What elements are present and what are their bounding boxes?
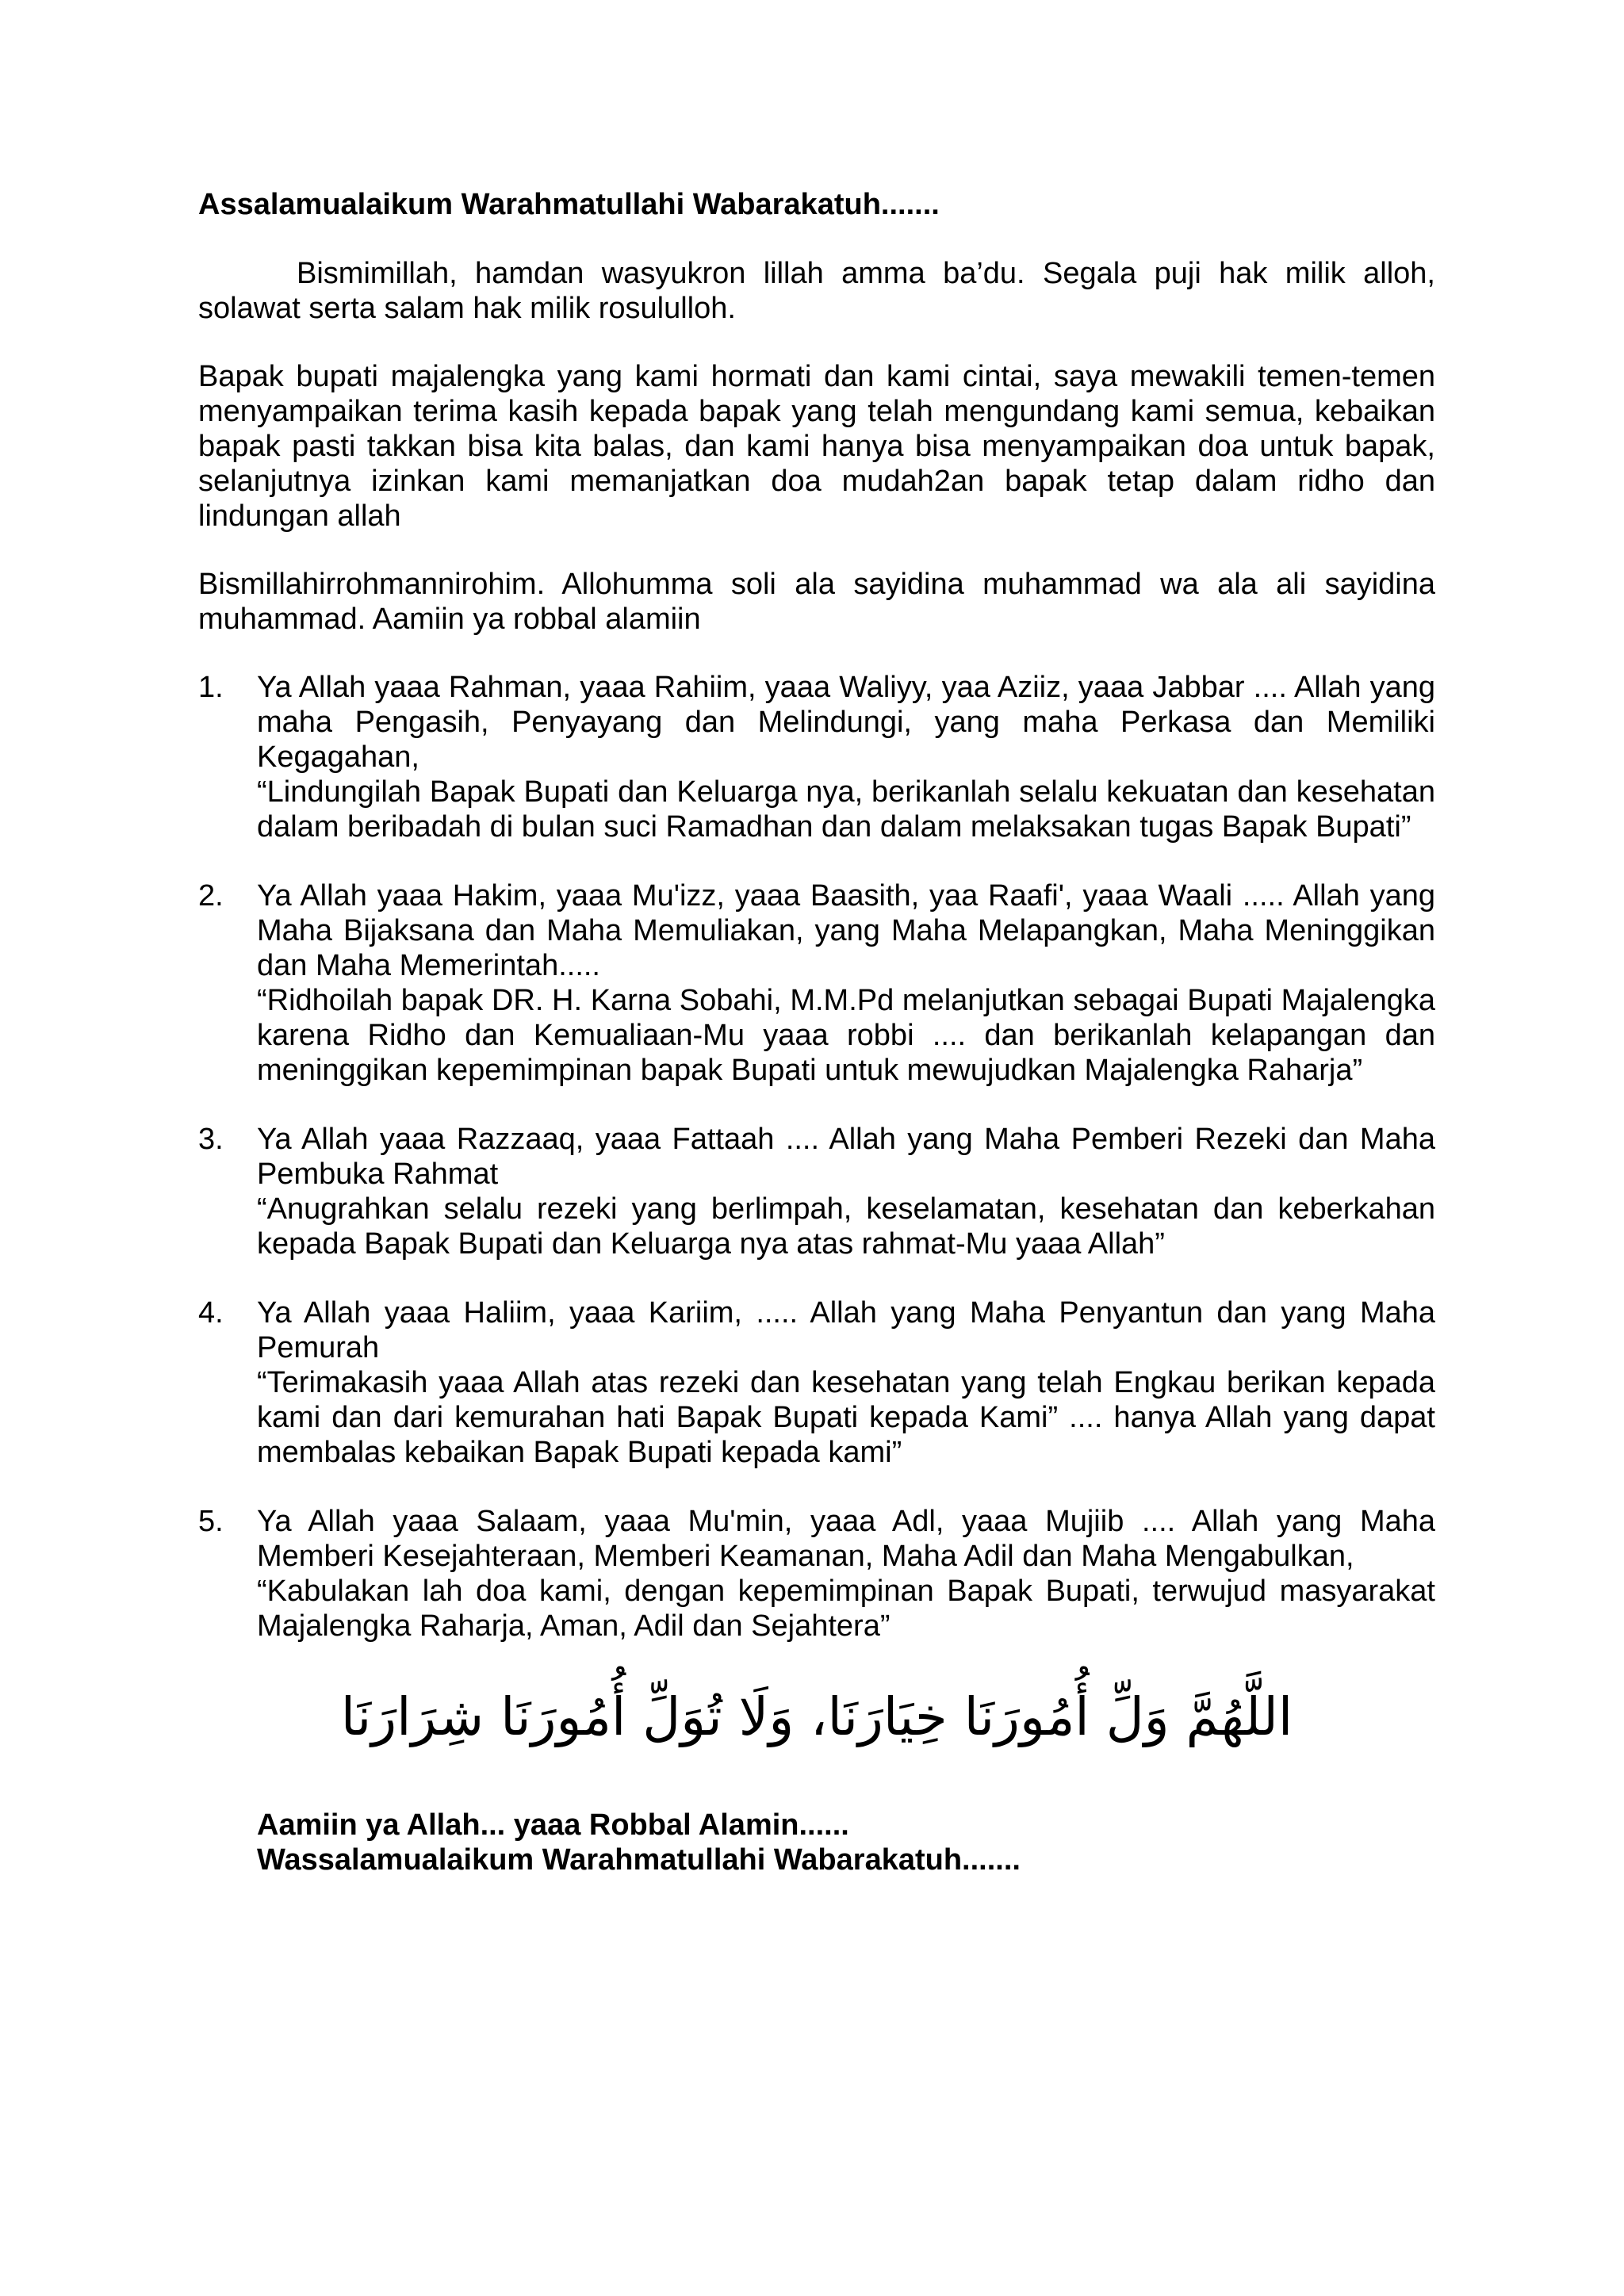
prayer-item-1 [198,670,1435,844]
prayer-item-2 [198,878,1435,1088]
prayer-number: 5. [198,1505,224,1538]
prayer-request: “Terimakasih yaaa Allah atas rezeki dan kesehatan yang telah Engkau berikan kepada kami dan dari kemurahan hati Bapak Bupati kepada Kami” .... hanya Allah yang dapat membalas kebaikan Bapak Bupati kepada kami” [257,1366,1435,1469]
closing-block [257,1808,1435,1877]
basmalah-paragraph: Bismillahirrohmannirohim. Allohumma soli ala sayidina muhammad wa ala ali sayidina muhammad. Aamiin ya robbal alamiin [198,568,1435,636]
closing-amin: Aamiin ya Allah... yaaa Robbal Alamin...... [257,1808,849,1842]
prayer-request: “Kabulakan lah doa kami, dengan kepemimpinan Bapak Bupati, terwujud masyarakat Majalengka Raharja, Aman, Adil dan Sejahtera” [257,1575,1435,1643]
prayer-body [257,878,1435,1088]
prayer-item-5 [198,1504,1435,1644]
prayer-list [198,670,1435,1644]
address-paragraph: Bapak bupati majalengka yang kami hormati dan kami cintai, saya mewakili temen-temen menyampaikan terima kasih kepada bapak yang telah mengundang kami semua, kebaikan bapak pasti takkan bisa kita balas, dan kami hanya bisa menyampaikan doa untuk bapak, selanjutnya izinkan kami memanjatkan doa mudah2an bapak tetap dalam ridho dan lindungan allah [198,360,1435,533]
prayer-item-3 [198,1122,1435,1261]
prayer-number: 3. [198,1123,224,1156]
prayer-request: “Lindungilah Bapak Bupati dan Keluarga nya, berikanlah selalu kekuatan dan kesehatan dalam beribadah di bulan suci Ramadhan dan dalam melaksakan tugas Bapak Bupati” [257,775,1435,844]
prayer-request: “Ridhoilah bapak DR. H. Karna Sobahi, M.M.Pd melanjutkan sebagai Bupati Majalengka karena Ridho dan Kemualiaan-Mu yaaa robbi .... dan berikanlah kelapangan dan meninggikan kepemimpinan bapak Bupati untuk mewujudkan Majalengka Raharja” [257,984,1435,1087]
prayer-invocation: Ya Allah yaaa Haliim, yaaa Kariim, ..... Allah yang Maha Penyantun dan yang Maha Pemurah [257,1296,1435,1364]
prayer-number: 2. [198,879,224,913]
closing-salam: Wassalamualaikum Warahmatullahi Wabarakatuh....... [257,1843,1021,1877]
prayer-request: “Anugrahkan selalu rezeki yang berlimpah, keselamatan, kesehatan dan keberkahan kepada Bapak Bupati dan Keluarga nya atas rahmat-Mu yaaa Allah” [257,1192,1435,1261]
prayer-invocation: Ya Allah yaaa Razzaaq, yaaa Fattaah .... Allah yang Maha Pemberi Rezeki dan Maha Pembuka Rahmat [257,1123,1435,1191]
prayer-invocation: Ya Allah yaaa Rahman, yaaa Rahiim, yaaa Waliyy, yaa Aziiz, yaaa Jabbar .... Allah yang maha Pengasih, Penyayang dan Melindungi, yang maha Perkasa dan Memiliki Kegagahan, [257,671,1435,774]
prayer-item-4 [198,1295,1435,1470]
prayer-body [257,1122,1435,1261]
prayer-number: 1. [198,671,224,704]
prayer-invocation: Ya Allah yaaa Salaam, yaaa Mu'min, yaaa Adl, yaaa Mujiib .... Allah yang Maha Memberi Kesejahteraan, Memberi Keamanan, Maha Adil dan Maha Mengabulkan, [257,1505,1435,1573]
arabic-prayer: اللَّهُمَّ وَلِّ أُمُورَنَا خِيَارَنَا، وَلَا تُوَلِّ أُمُورَنَا شِرَارَنَا [340,1686,1293,1747]
prayer-body [257,1504,1435,1644]
opening-paragraph: Bismimillah, hamdan wasyukron lillah amma ba’du. Segala puji hak milik alloh, solawat serta salam hak milik rosululloh. [198,257,1435,325]
prayer-number: 4. [198,1296,224,1330]
prayer-invocation: Ya Allah yaaa Hakim, yaaa Mu'izz, yaaa Baasith, yaa Raafi', yaaa Waali ..... Allah yang Maha Bijaksana dan Maha Memuliakan, yang Maha Melapangkan, Maha Meninggikan dan Maha Memerintah..... [257,879,1435,982]
greeting-heading: Assalamualaikum Warahmatullahi Wabarakatuh....... [198,188,940,221]
prayer-body [257,1295,1435,1470]
prayer-body [257,670,1435,844]
document-page [198,187,1435,1877]
